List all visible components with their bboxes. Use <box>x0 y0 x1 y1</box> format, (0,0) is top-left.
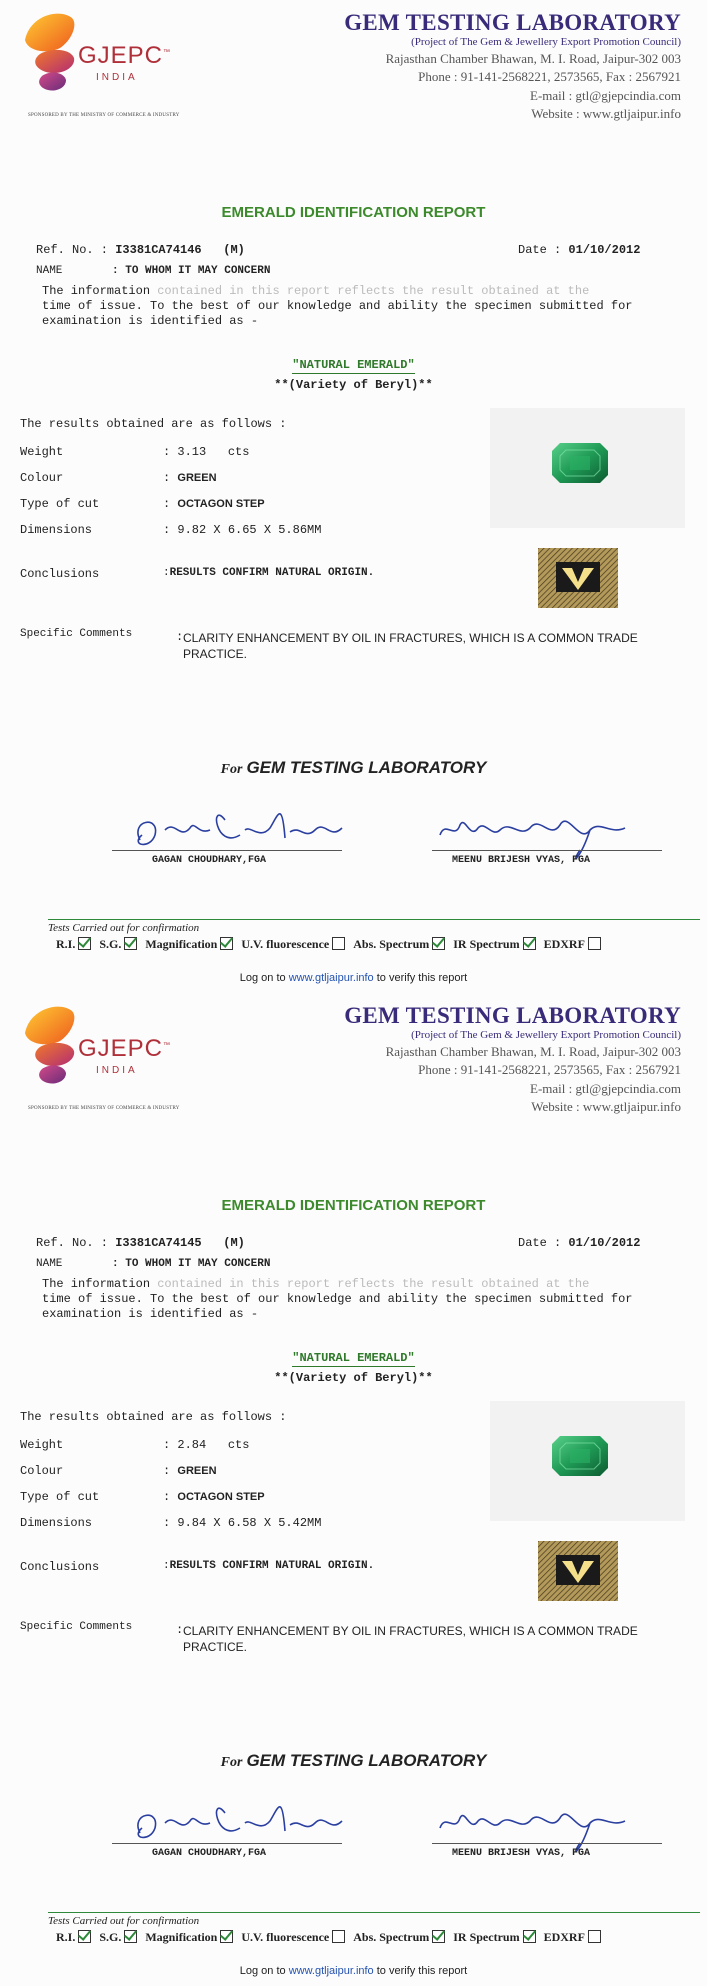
test-label: S.G. <box>99 1930 122 1944</box>
dimensions-value: 9.82 X 6.65 X 5.86MM <box>177 523 322 537</box>
cut-value-row <box>163 497 265 511</box>
gem-photo <box>490 408 685 528</box>
logo-tm: ™ <box>163 49 172 56</box>
test-item <box>56 937 91 952</box>
empty-checkbox-icon[interactable] <box>588 937 601 950</box>
test-label: R.I. <box>56 937 76 951</box>
natural-emerald-text: "NATURAL EMERALD" <box>292 358 415 372</box>
info-line-1 <box>42 1277 589 1291</box>
ref-label: Ref. No. : <box>36 1236 109 1250</box>
ref-label: Ref. No. : <box>36 243 109 257</box>
colour-colon: : <box>163 1464 171 1478</box>
ref-row <box>36 1236 245 1250</box>
info-line-2: time of issue. To the best of our knowledge and ability the specimen submitted for <box>42 299 633 313</box>
colour-colon: : <box>163 471 171 485</box>
specific-comment: CLARITY ENHANCEMENT BY OIL IN FRACTURES, WHICH IS A COMMON TRADE PRACTICE. <box>183 631 638 661</box>
verify-prefix: Log on to <box>239 972 289 984</box>
cut-label: Type of cut <box>20 1490 100 1504</box>
report-page <box>0 993 707 1986</box>
project-line: (Project of The Gem & Jewellery Export Promotion Council) <box>411 36 681 48</box>
cut-value-row <box>163 1490 265 1504</box>
email-line: E-mail : gtl@gjepcindia.com <box>530 88 681 103</box>
project-line: (Project of The Gem & Jewellery Export Promotion Council) <box>411 1029 681 1041</box>
weight-unit: cts <box>227 1438 250 1452</box>
info-line-2: time of issue. To the best of our knowledge and ability the specimen submitted for <box>42 1292 633 1306</box>
for-word: For <box>220 1755 243 1770</box>
signature-line-2 <box>432 1843 662 1844</box>
date-label: Date : <box>518 1236 562 1250</box>
website-line: Website : www.gtljaipur.info <box>531 1099 681 1114</box>
tests-row <box>56 1930 609 1945</box>
verify-link[interactable]: www.gtljaipur.info <box>288 972 374 984</box>
checked-box-icon[interactable] <box>124 1930 137 1943</box>
dimensions-value-row <box>163 523 321 537</box>
logo-tm: ™ <box>163 1042 172 1049</box>
test-item <box>453 937 535 952</box>
hologram-seal <box>538 1541 618 1601</box>
test-label: U.V. fluorescence <box>241 1930 330 1944</box>
signatory-2-name: MEENU BRIJESH VYAS, FGA <box>452 1848 591 1859</box>
report-date: 01/10/2012 <box>568 243 641 257</box>
verify-link[interactable]: www.gtljaipur.info <box>288 1965 374 1977</box>
test-label: Magnification <box>145 1930 218 1944</box>
colour-value-row <box>163 471 217 485</box>
specific-comment: CLARITY ENHANCEMENT BY OIL IN FRACTURES, WHICH IS A COMMON TRADE PRACTICE. <box>183 1624 638 1654</box>
checked-box-icon[interactable] <box>432 1930 445 1943</box>
sponsor-line: SPONSORED BY THE MINISTRY OF COMMERCE & INDUSTRY <box>28 113 180 118</box>
info-start: The information <box>42 284 158 298</box>
logo-wordmark: GJEPC <box>78 42 164 69</box>
phone-line: Phone : 91-141-2568221, 2573565, Fax : 2567921 <box>418 1062 681 1077</box>
checked-box-icon[interactable] <box>523 1930 536 1943</box>
email-line: E-mail : gtl@gjepcindia.com <box>530 1081 681 1096</box>
signatory-1-name: GAGAN CHOUDHARY,FGA <box>152 855 267 866</box>
verify-line <box>0 1965 707 1977</box>
test-label: Abs. Spectrum <box>353 1930 430 1944</box>
weight-value-row <box>163 1438 249 1452</box>
logo-subtext: INDIA <box>96 1065 138 1076</box>
weight-value: 2.84 <box>177 1438 207 1452</box>
colour-value: GREEN <box>177 1465 217 1477</box>
checked-box-icon[interactable] <box>523 937 536 950</box>
hologram-seal-icon <box>538 1541 618 1601</box>
weight-label: Weight <box>20 1438 64 1452</box>
gem-photo <box>490 1401 685 1521</box>
tests-row <box>56 937 609 952</box>
natural-emerald-label <box>0 358 707 372</box>
colour-value: GREEN <box>177 472 217 484</box>
weight-unit: cts <box>227 445 250 459</box>
test-label: EDXRF <box>543 1930 585 1944</box>
checked-box-icon[interactable] <box>124 937 137 950</box>
website-line: Website : www.gtljaipur.info <box>531 106 681 121</box>
info-faint: contained in this report reflects the result obtained at the <box>157 1277 590 1291</box>
dimensions-value-row <box>163 1516 321 1530</box>
dimensions-colon: : <box>163 523 171 537</box>
test-item <box>353 937 445 952</box>
ref-suffix: (M) <box>223 1236 245 1250</box>
test-label: R.I. <box>56 1930 76 1944</box>
logo-wordmark: GJEPC <box>78 1035 164 1062</box>
test-item <box>145 937 233 952</box>
checked-box-icon[interactable] <box>78 1930 91 1943</box>
report-title: EMERALD IDENTIFICATION REPORT <box>221 204 486 221</box>
test-label: Magnification <box>145 937 218 951</box>
colour-label: Colour <box>20 1464 64 1478</box>
comments-label: Specific Comments <box>20 1621 133 1633</box>
date-row <box>518 243 640 257</box>
test-item <box>99 937 137 952</box>
colour-label: Colour <box>20 471 64 485</box>
name-value-row <box>112 1258 270 1270</box>
test-item <box>241 1930 345 1945</box>
test-item <box>56 1930 91 1945</box>
signature-line-1 <box>112 850 342 851</box>
report-title: EMERALD IDENTIFICATION REPORT <box>221 1197 486 1214</box>
signatory-1-name: GAGAN CHOUDHARY,FGA <box>152 1848 267 1859</box>
name-label: NAME <box>36 265 63 277</box>
verify-line <box>0 972 707 984</box>
address-line: Rajasthan Chamber Bhawan, M. I. Road, Jaipur-302 003 <box>385 1044 681 1059</box>
lab-name: GEM TESTING LABORATORY <box>344 10 681 35</box>
ref-number: I3381CA74145 <box>115 1236 202 1250</box>
test-label: S.G. <box>99 937 122 951</box>
conclusion-colon: : <box>163 1560 170 1572</box>
conclusions-label: Conclusions <box>20 1560 100 1574</box>
conclusion-value-row <box>163 1560 374 1572</box>
weight-value: 3.13 <box>177 445 207 459</box>
signature-line-2 <box>432 850 662 851</box>
info-line-3: examination is identified as - <box>42 1307 259 1321</box>
test-label: U.V. fluorescence <box>241 937 330 951</box>
gjepc-logo <box>20 10 190 125</box>
hologram-seal <box>538 548 618 608</box>
weight-value-row <box>163 445 249 459</box>
name-colon: : <box>112 1258 119 1270</box>
tests-heading: Tests Carried out for confirmation <box>48 1915 200 1927</box>
tests-heading: Tests Carried out for confirmation <box>48 922 200 934</box>
empty-checkbox-icon[interactable] <box>332 937 345 950</box>
verify-prefix: Log on to <box>239 1965 289 1977</box>
emerald-gem-icon <box>552 443 608 483</box>
ref-suffix: (M) <box>223 243 245 257</box>
conclusion-value: RESULTS CONFIRM NATURAL ORIGIN. <box>169 567 375 579</box>
ref-row <box>36 243 245 257</box>
phone-line: Phone : 91-141-2568221, 2573565, Fax : 2567921 <box>418 69 681 84</box>
name-value-row <box>112 265 270 277</box>
for-word: For <box>220 762 243 777</box>
cut-colon: : <box>163 1490 171 1504</box>
natural-emerald-label <box>0 1351 707 1365</box>
verify-suffix: to verify this report <box>373 1965 468 1977</box>
name-value: TO WHOM IT MAY CONCERN <box>125 1258 271 1270</box>
test-label: IR Spectrum <box>453 1930 520 1944</box>
conclusion-value-row <box>163 567 374 579</box>
tests-divider <box>48 919 700 920</box>
name-colon: : <box>112 265 119 277</box>
test-item <box>241 937 345 952</box>
gjepc-logo <box>20 1003 190 1118</box>
variety-label: **(Variety of Beryl)** <box>274 1371 433 1385</box>
for-lab-name: GEM TESTING LABORATORY <box>246 1751 487 1770</box>
tests-divider <box>48 1912 700 1913</box>
info-start: The information <box>42 1277 158 1291</box>
report-date: 01/10/2012 <box>568 1236 641 1250</box>
dimensions-label: Dimensions <box>20 1516 93 1530</box>
comments-colon: : <box>176 630 184 644</box>
lab-name: GEM TESTING LABORATORY <box>344 1003 681 1028</box>
for-lab-name: GEM TESTING LABORATORY <box>246 758 487 777</box>
conclusions-label: Conclusions <box>20 567 100 581</box>
test-item <box>544 937 601 952</box>
signatory-2-name: MEENU BRIJESH VYAS, FGA <box>452 855 591 866</box>
logo-text <box>78 42 171 70</box>
info-faint: contained in this report reflects the result obtained at the <box>157 284 590 298</box>
cut-value: OCTAGON STEP <box>177 498 265 510</box>
ref-number: I3381CA74146 <box>115 243 202 257</box>
weight-label: Weight <box>20 445 64 459</box>
checked-box-icon[interactable] <box>432 937 445 950</box>
for-lab-line <box>0 758 707 778</box>
logo-text <box>78 1035 171 1063</box>
weight-colon: : <box>163 1438 171 1452</box>
results-intro: The results obtained are as follows : <box>20 1410 287 1424</box>
cut-value: OCTAGON STEP <box>177 1491 265 1503</box>
cut-label: Type of cut <box>20 497 100 511</box>
dimensions-colon: : <box>163 1516 171 1530</box>
test-item <box>145 1930 233 1945</box>
conclusion-value: RESULTS CONFIRM NATURAL ORIGIN. <box>169 1560 375 1572</box>
checked-box-icon[interactable] <box>78 937 91 950</box>
weight-colon: : <box>163 445 171 459</box>
info-line-1 <box>42 284 589 298</box>
comments-label: Specific Comments <box>20 628 133 640</box>
logo-subtext: INDIA <box>96 72 138 83</box>
signature-line-1 <box>112 1843 342 1844</box>
empty-checkbox-icon[interactable] <box>332 1930 345 1943</box>
colour-value-row <box>163 1464 217 1478</box>
test-item <box>353 1930 445 1945</box>
checked-box-icon[interactable] <box>220 937 233 950</box>
checked-box-icon[interactable] <box>220 1930 233 1943</box>
info-line-3: examination is identified as - <box>42 314 259 328</box>
verify-suffix: to verify this report <box>373 972 468 984</box>
test-label: Abs. Spectrum <box>353 937 430 951</box>
hologram-seal-icon <box>538 548 618 608</box>
test-label: IR Spectrum <box>453 937 520 951</box>
address-line: Rajasthan Chamber Bhawan, M. I. Road, Jaipur-302 003 <box>385 51 681 66</box>
date-row <box>518 1236 640 1250</box>
test-item <box>99 1930 137 1945</box>
date-label: Date : <box>518 243 562 257</box>
empty-checkbox-icon[interactable] <box>588 1930 601 1943</box>
natural-emerald-text: "NATURAL EMERALD" <box>292 1351 415 1365</box>
dimensions-value: 9.84 X 6.58 X 5.42MM <box>177 1516 322 1530</box>
sponsor-line: SPONSORED BY THE MINISTRY OF COMMERCE & INDUSTRY <box>28 1106 180 1111</box>
name-value: TO WHOM IT MAY CONCERN <box>125 265 271 277</box>
cut-colon: : <box>163 497 171 511</box>
test-item <box>544 1930 601 1945</box>
conclusion-colon: : <box>163 567 170 579</box>
for-lab-line <box>0 1751 707 1771</box>
comments-colon: : <box>176 1623 184 1637</box>
dimensions-label: Dimensions <box>20 523 93 537</box>
test-label: EDXRF <box>543 937 585 951</box>
results-intro: The results obtained are as follows : <box>20 417 287 431</box>
test-item <box>453 1930 535 1945</box>
variety-label: **(Variety of Beryl)** <box>274 378 433 392</box>
name-label: NAME <box>36 1258 63 1270</box>
emerald-gem-icon <box>552 1436 608 1476</box>
